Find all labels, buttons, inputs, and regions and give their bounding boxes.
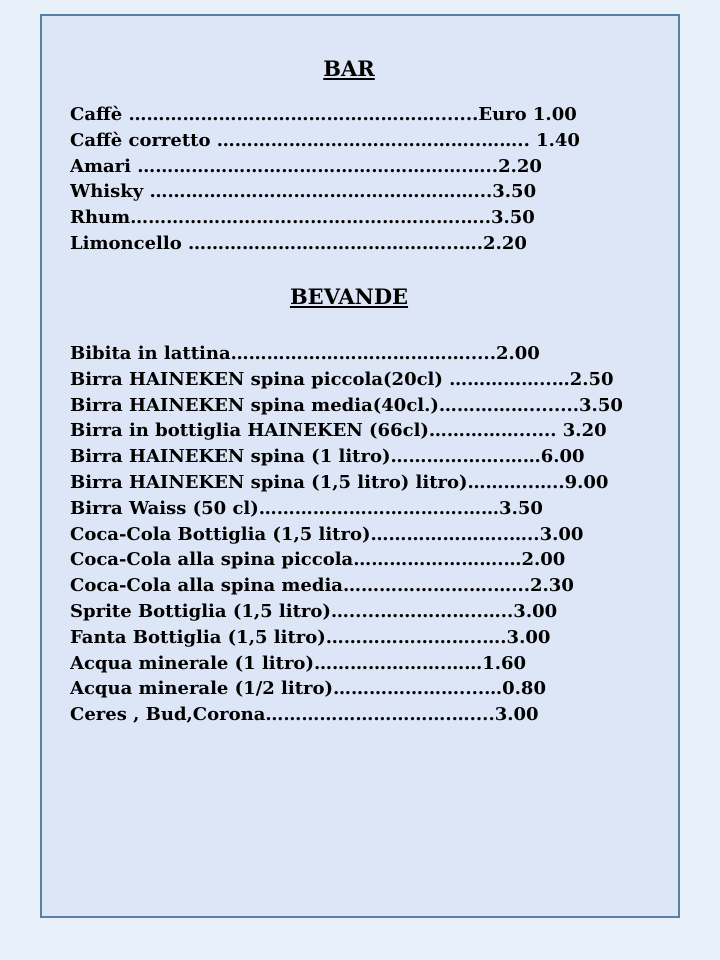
menu-item: Caffè …………………………………………….......Euro 1.00 <box>70 104 577 125</box>
menu-item: Caffè corretto ……………………………………..…….. 1.40 <box>70 129 580 151</box>
menu-item: Acqua minerale (1/2 litro)…………………....…0.80 <box>70 678 546 700</box>
menu-item: Birra HAINEKEN spina media(40cl.)……………........3.50 <box>70 394 623 416</box>
menu-item: Birra HAINEKEN spina (1 litro)……………….……6.00 <box>70 446 585 468</box>
menu-item: Coca-Cola Bottiglia (1,5 litro)…………………..…..3.00 <box>70 523 584 545</box>
menu-item: Fanta Bottiglia (1,5 litro)……………………..….3.00 <box>70 626 551 648</box>
menu-item: Rhum……………………………………………….…..3.50 <box>70 207 535 229</box>
menu-item: Bibita in lattina………………………………….....2.00 <box>70 343 540 364</box>
menu-item: Ceres , Bud,Corona………………………….…....3.00 <box>70 704 539 726</box>
bar-price-list <box>70 102 684 257</box>
bevande-section-title: BEVANDE <box>289 284 409 309</box>
menu-item: Birra HAINEKEN spina piccola(20cl) ……………..…2.50 <box>70 368 614 390</box>
menu-item: Amari ……………………………………………….…..2.20 <box>70 155 542 177</box>
menu-item: Sprite Bottiglia (1,5 litro)….....……………..…..3.00 <box>70 600 558 622</box>
menu-item: Birra HAINEKEN spina (1,5 litro) litro)………..…..9.00 <box>70 471 609 493</box>
menu-item: Limoncello ……………………………………...….2.20 <box>70 232 527 254</box>
menu-item: Coca-Cola alla spina media…………………….…...2.30 <box>70 575 574 597</box>
menu-card <box>40 14 680 918</box>
menu-item: Whisky ………………………………………………...3.50 <box>70 181 537 203</box>
bevande-price-list <box>70 341 684 728</box>
menu-item: Birra in bottiglia HAINEKEN (66cl)……………...... 3.20 <box>70 420 607 442</box>
menu-item: Acqua minerale (1 litro)………………….……1.60 <box>70 652 527 674</box>
menu-item: Birra Waiss (50 cl)…………………………….……3.50 <box>70 497 543 519</box>
bar-section-title: BAR <box>323 56 375 81</box>
menu-item: Coca-Cola alla spina piccola…………………….…2.00 <box>70 549 566 571</box>
